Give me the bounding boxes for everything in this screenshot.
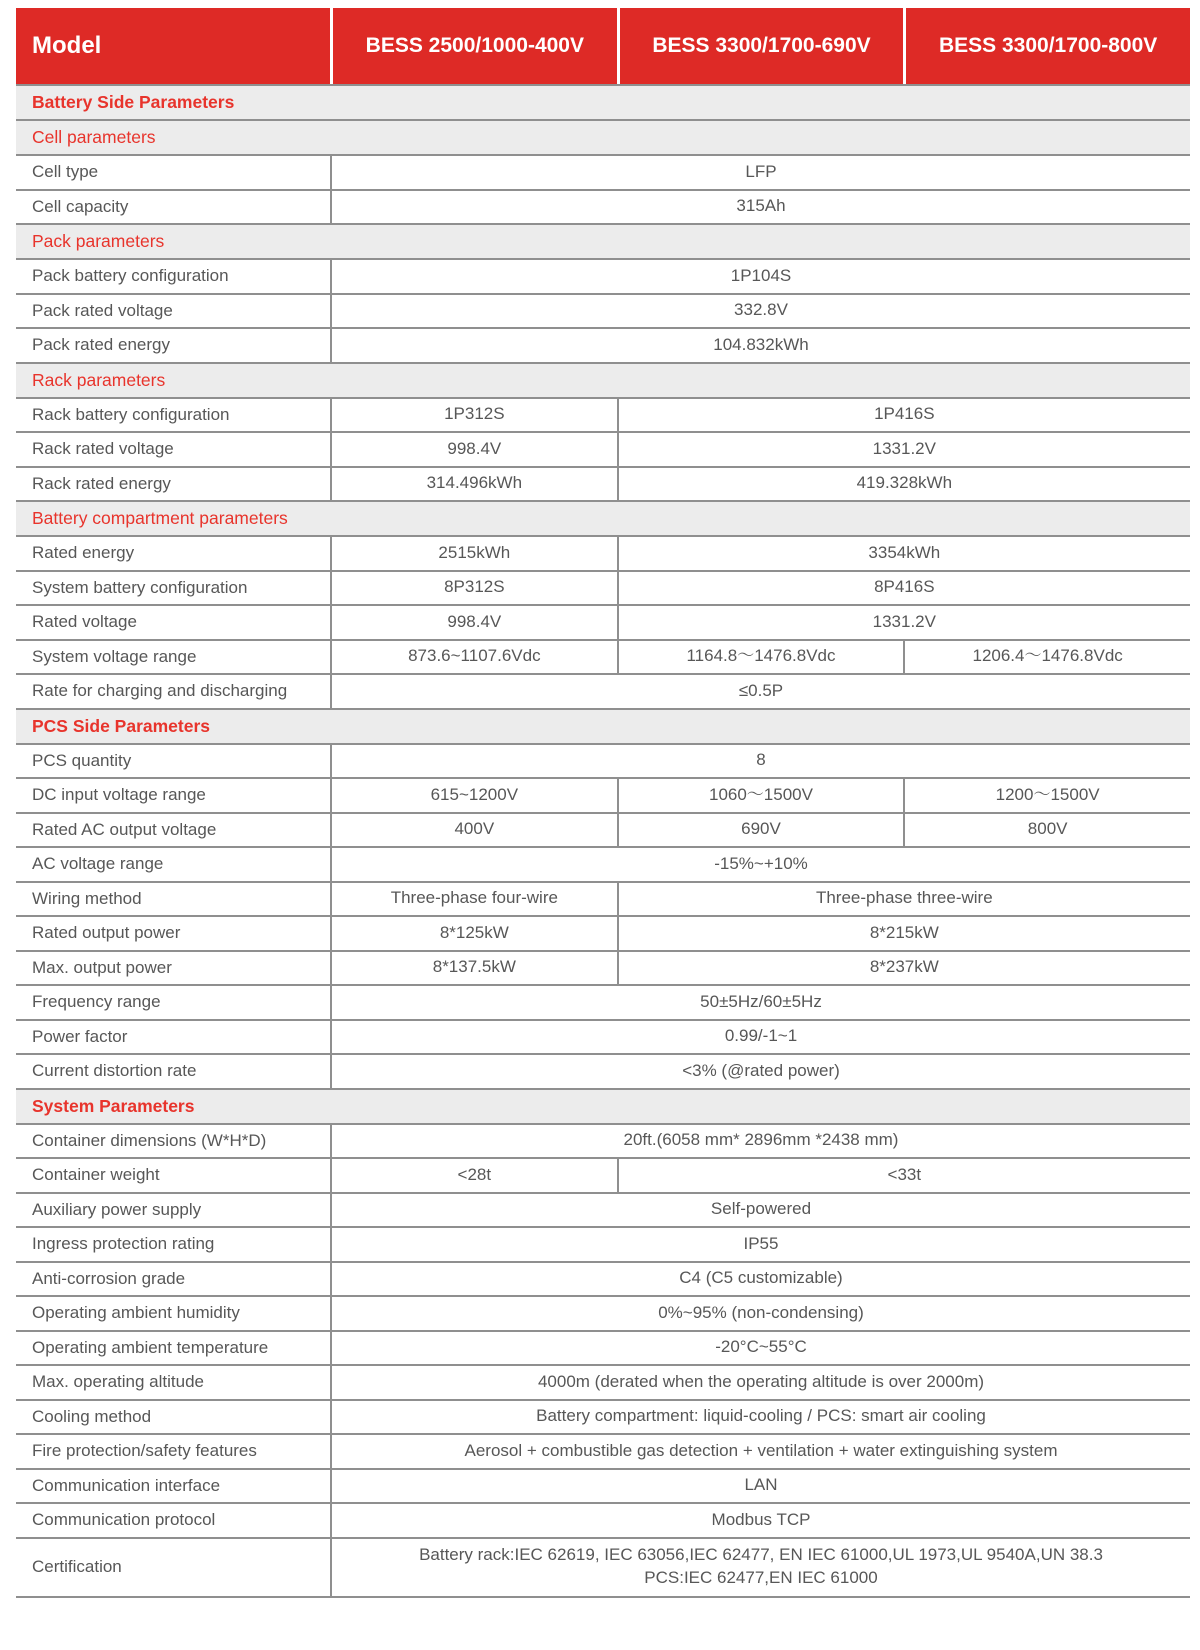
row-values — [330, 433, 1190, 466]
row-values — [330, 1366, 1190, 1399]
row-value-line: 873.6~1107.6Vdc — [408, 646, 541, 666]
row-label: Rated energy — [32, 543, 135, 563]
row-value-line: 0.99/-1~1 — [724, 1026, 798, 1046]
row-values — [330, 1504, 1190, 1537]
row-value-line: 690V — [741, 819, 781, 839]
table-row — [16, 295, 1190, 330]
row-values — [330, 606, 1190, 639]
row-value-line: 1P312S — [444, 404, 505, 424]
table-row — [16, 468, 1190, 503]
row-label: PCS quantity — [32, 750, 132, 770]
row-values — [330, 295, 1190, 328]
row-values — [330, 156, 1190, 189]
row-value — [330, 814, 617, 847]
table-row — [16, 745, 1190, 780]
table-row — [16, 641, 1190, 676]
row-value-line: 0%~95% (non-condensing) — [658, 1302, 864, 1322]
row-label: Power factor — [32, 1026, 128, 1046]
section-row — [16, 1090, 1190, 1125]
table-row — [16, 572, 1190, 607]
row-label: Anti-corrosion grade — [32, 1268, 186, 1288]
row-value-line: IP55 — [743, 1233, 779, 1253]
row-value — [330, 1297, 1190, 1330]
row-values — [330, 537, 1190, 570]
row-value-line: 3354kWh — [868, 542, 941, 562]
row-value-line: 419.328kWh — [856, 473, 953, 493]
row-value-line: 1200～1500V — [995, 784, 1100, 804]
row-value-line: Aerosol + combustible gas detection + ventilation + water extinguishing system — [464, 1440, 1058, 1460]
row-value — [330, 537, 617, 570]
section-label: Pack parameters — [32, 231, 165, 251]
table-row — [16, 537, 1190, 572]
table-row — [16, 917, 1190, 952]
row-label: Rated voltage — [32, 612, 137, 632]
row-value — [330, 745, 1190, 778]
row-value-line: 20ft.(6058 mm* 2896mm *2438 mm) — [623, 1130, 899, 1150]
row-value — [617, 917, 1190, 950]
row-label: Container dimensions (W*H*D) — [32, 1130, 267, 1150]
row-value — [617, 572, 1190, 605]
section-label: Battery compartment parameters — [32, 508, 288, 528]
row-values — [330, 952, 1190, 985]
table-row — [16, 1504, 1190, 1539]
row-value — [330, 1332, 1190, 1365]
row-value — [617, 814, 904, 847]
row-label: Rack rated energy — [32, 473, 171, 493]
row-values — [330, 1332, 1190, 1365]
row-values — [330, 779, 1190, 812]
row-value — [330, 1194, 1190, 1227]
row-label: Pack battery configuration — [32, 266, 229, 286]
row-values — [330, 1228, 1190, 1261]
section-row — [16, 710, 1190, 745]
row-value-line: 400V — [454, 819, 495, 839]
section-label: Rack parameters — [32, 369, 166, 390]
table-row — [16, 1539, 1190, 1598]
row-value-line: <3% (@rated power) — [682, 1060, 840, 1080]
row-label: AC voltage range — [32, 854, 164, 874]
row-values — [330, 641, 1190, 674]
row-values — [330, 883, 1190, 916]
row-values — [330, 1297, 1190, 1330]
row-value-line: 1331.2V — [872, 611, 936, 631]
row-label: Certification — [32, 1557, 122, 1576]
row-value-line: PCS:IEC 62477,EN IEC 61000 — [644, 1568, 878, 1587]
section-label: Cell parameters — [32, 127, 156, 147]
row-label: Fire protection/safety features — [32, 1441, 257, 1461]
row-value — [330, 1366, 1190, 1399]
table-row — [16, 1055, 1190, 1090]
row-values — [330, 1470, 1190, 1503]
table-row — [16, 329, 1190, 364]
table-row — [16, 606, 1190, 641]
row-label: Communication interface — [32, 1475, 221, 1495]
row-label: Rated AC output voltage — [32, 819, 217, 839]
row-label: Operating ambient temperature — [32, 1337, 269, 1357]
row-value — [330, 295, 1190, 328]
table-row — [16, 191, 1190, 226]
table-row — [16, 1401, 1190, 1436]
row-value-line: -20°C~55°C — [715, 1337, 807, 1357]
row-value — [330, 156, 1190, 189]
row-label: System battery configuration — [32, 577, 248, 597]
row-value — [617, 779, 904, 812]
row-value-line: 2515kWh — [438, 542, 511, 562]
section-row — [16, 225, 1190, 260]
table-row — [16, 814, 1190, 849]
row-value — [617, 468, 1190, 501]
row-value — [330, 606, 617, 639]
row-values — [330, 1055, 1190, 1088]
row-label: Rack rated voltage — [32, 439, 174, 459]
row-value-line: Modbus TCP — [711, 1509, 811, 1529]
section-row — [16, 121, 1190, 156]
row-values — [330, 572, 1190, 605]
table-header-row — [16, 8, 1190, 86]
table-row — [16, 260, 1190, 295]
row-value-line: -15%~+10% — [714, 853, 808, 873]
table-row — [16, 1435, 1190, 1470]
table-row — [16, 883, 1190, 918]
section-row — [16, 86, 1190, 121]
header-model-2: BESS 3300/1700-690V — [617, 8, 904, 84]
row-values — [330, 1159, 1190, 1192]
row-values — [330, 675, 1190, 708]
row-value — [330, 468, 617, 501]
row-value-line: 104.832kWh — [713, 334, 809, 354]
row-value-line: 1164.8～1476.8Vdc — [686, 646, 836, 666]
header-model-3: BESS 3300/1700-800V — [903, 8, 1190, 84]
row-value — [330, 986, 1190, 1019]
section-label: Battery Side Parameters — [32, 92, 235, 112]
row-label: Max. operating altitude — [32, 1372, 204, 1392]
row-value — [330, 1504, 1190, 1537]
row-value — [330, 675, 1190, 708]
row-value — [330, 1263, 1190, 1296]
row-value — [330, 917, 617, 950]
row-label: Auxiliary power supply — [32, 1199, 202, 1219]
row-values — [330, 468, 1190, 501]
row-value-line: 8P416S — [874, 577, 935, 597]
row-label: Pack rated voltage — [32, 300, 173, 320]
row-value — [330, 1539, 1190, 1596]
row-value — [330, 1159, 617, 1192]
row-value — [330, 433, 617, 466]
row-value-line: 1P416S — [874, 404, 935, 424]
table-row — [16, 1366, 1190, 1401]
row-value — [330, 1228, 1190, 1261]
row-value — [330, 848, 1190, 881]
row-value — [903, 814, 1190, 847]
row-values — [330, 260, 1190, 293]
row-label: System voltage range — [32, 646, 197, 666]
row-value-line: Three-phase three-wire — [815, 888, 993, 908]
row-value — [330, 260, 1190, 293]
row-values — [330, 814, 1190, 847]
row-value — [330, 1021, 1190, 1054]
row-value — [903, 641, 1190, 674]
row-label: Rated output power — [32, 923, 181, 943]
row-label: Wiring method — [32, 888, 142, 908]
row-value-line: 50±5Hz/60±5Hz — [700, 991, 822, 1011]
row-label: Frequency range — [32, 992, 161, 1012]
row-value — [330, 1435, 1190, 1468]
header-model-label: Model — [32, 32, 102, 59]
table-row — [16, 952, 1190, 987]
row-value — [617, 537, 1190, 570]
row-value — [330, 1470, 1190, 1503]
row-label: Container weight — [32, 1165, 160, 1185]
table-row — [16, 848, 1190, 883]
row-value-line: 800V — [1027, 819, 1068, 839]
row-value — [330, 883, 617, 916]
row-value — [330, 1401, 1190, 1434]
table-row — [16, 433, 1190, 468]
row-value-line: 8*237kW — [869, 957, 939, 977]
table-row — [16, 1332, 1190, 1367]
row-label: Current distortion rate — [32, 1061, 197, 1081]
row-value — [903, 779, 1190, 812]
row-value — [330, 1125, 1190, 1158]
row-value — [330, 399, 617, 432]
spec-table — [16, 8, 1190, 1598]
row-label: DC input voltage range — [32, 785, 206, 805]
table-row — [16, 986, 1190, 1021]
table-row — [16, 1470, 1190, 1505]
row-label: Communication protocol — [32, 1510, 216, 1530]
row-label: Max. output power — [32, 957, 172, 977]
section-label: System Parameters — [32, 1095, 195, 1116]
table-row — [16, 1263, 1190, 1298]
row-values — [330, 848, 1190, 881]
row-values — [330, 399, 1190, 432]
row-value-line: 315Ah — [736, 196, 786, 216]
row-label: Cooling method — [32, 1406, 152, 1426]
table-row — [16, 1159, 1190, 1194]
row-value-line: LFP — [745, 161, 777, 181]
row-label: Operating ambient humidity — [32, 1303, 240, 1323]
table-row — [16, 399, 1190, 434]
row-value — [617, 433, 1190, 466]
section-row — [16, 364, 1190, 399]
row-label: Cell type — [32, 162, 99, 182]
row-values — [330, 191, 1190, 224]
table-row — [16, 1021, 1190, 1056]
row-values — [330, 917, 1190, 950]
row-values — [330, 1539, 1190, 1596]
row-value-line: 8P312S — [444, 577, 505, 597]
row-value-line: C4 (C5 customizable) — [679, 1268, 843, 1288]
row-value-line: 314.496kWh — [426, 473, 523, 493]
row-value-line: 1331.2V — [872, 438, 936, 458]
table-row — [16, 1297, 1190, 1332]
row-value-line: 998.4V — [447, 438, 502, 458]
row-value-line: Three-phase four-wire — [390, 888, 558, 908]
header-model-1: BESS 2500/1000-400V — [330, 8, 617, 84]
row-value-line: 1060～1500V — [708, 784, 813, 804]
row-values — [330, 745, 1190, 778]
row-value-line: <33t — [887, 1164, 922, 1184]
row-label: Cell capacity — [32, 196, 129, 216]
row-value-line: Battery compartment: liquid-cooling / PCS: smart air cooling — [536, 1406, 986, 1426]
row-value-line: Self-powered — [710, 1199, 812, 1219]
section-row — [16, 502, 1190, 537]
row-value-line: 8*137.5kW — [432, 957, 516, 977]
table-row — [16, 779, 1190, 814]
row-value — [617, 1159, 1190, 1192]
row-value — [330, 952, 617, 985]
table-row — [16, 1228, 1190, 1263]
row-value-line: 8*125kW — [439, 922, 509, 942]
section-label: PCS Side Parameters — [32, 715, 211, 736]
row-value — [330, 779, 617, 812]
table-row — [16, 1125, 1190, 1160]
row-value-line: 1206.4～1476.8Vdc — [972, 646, 1123, 666]
row-value — [617, 641, 904, 674]
row-value — [617, 883, 1190, 916]
row-value-line: 615~1200V — [430, 784, 519, 804]
row-values — [330, 1125, 1190, 1158]
row-value-line: 998.4V — [447, 611, 502, 631]
row-value — [330, 191, 1190, 224]
row-value-line: Battery rack:IEC 62619, IEC 63056,IEC 62477, EN IEC 61000,UL 1973,UL 9540A,UN 38.3 — [419, 1545, 1103, 1565]
row-values — [330, 329, 1190, 362]
row-values — [330, 986, 1190, 1019]
row-value — [617, 606, 1190, 639]
row-value-line: LAN — [744, 1475, 778, 1495]
row-label: Pack rated energy — [32, 335, 170, 355]
row-value-line: 332.8V — [734, 300, 788, 320]
row-values — [330, 1194, 1190, 1227]
row-values — [330, 1435, 1190, 1468]
row-value-line: 1P104S — [730, 265, 792, 285]
row-label: Rate for charging and discharging — [32, 681, 288, 701]
row-label: Ingress protection rating — [32, 1234, 215, 1254]
row-label: Rack battery configuration — [32, 404, 230, 424]
table-row — [16, 156, 1190, 191]
row-value-line: <28t — [457, 1164, 492, 1184]
table-row — [16, 1194, 1190, 1229]
row-value-line: 4000m (derated when the operating altitude is over 2000m) — [537, 1371, 985, 1391]
row-value — [330, 641, 617, 674]
row-value — [330, 572, 617, 605]
row-value — [330, 329, 1190, 362]
row-value-line: ≤0.5P — [738, 680, 784, 700]
table-row — [16, 675, 1190, 710]
row-values — [330, 1401, 1190, 1434]
row-value — [617, 399, 1190, 432]
row-value — [617, 952, 1190, 985]
row-value-line: 8 — [756, 750, 766, 770]
spec-table-rows — [16, 86, 1190, 1598]
row-value-line: 8*215kW — [869, 922, 939, 942]
row-value — [330, 1055, 1190, 1088]
row-values — [330, 1021, 1190, 1054]
row-values — [330, 1263, 1190, 1296]
